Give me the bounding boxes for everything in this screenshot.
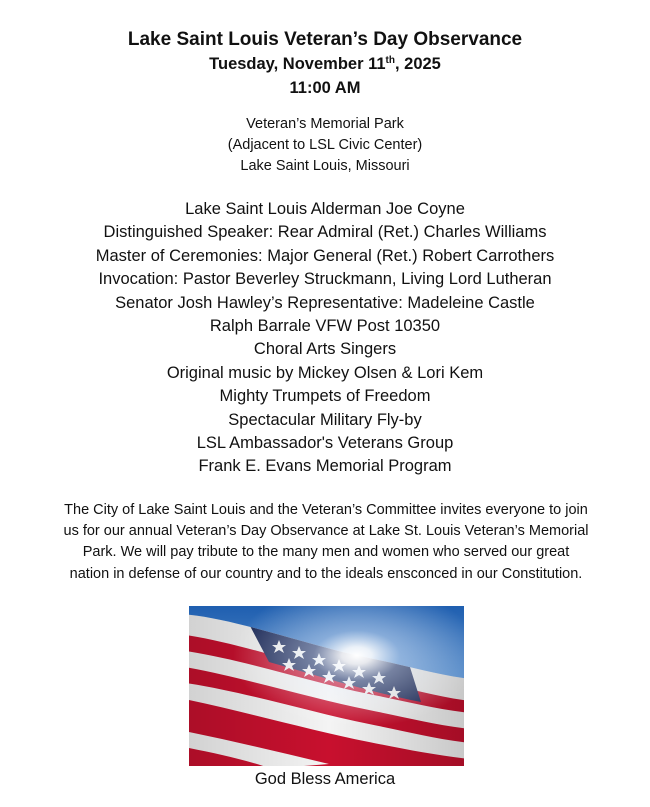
event-date-year: , 2025 (394, 55, 441, 73)
program-item: LSL Ambassador's Veterans Group (196, 433, 454, 452)
program-item: Master of Ceremonies: Major General (Ret.) Robert Carrothers (95, 246, 555, 265)
sun-glare (189, 606, 464, 766)
event-time: 11:00 AM (289, 79, 361, 97)
program-item: Original music by Mickey Olsen & Lori Kem (166, 363, 484, 382)
flag-photo-svg (189, 606, 464, 766)
event-date-prefix: Tuesday, November 11 (209, 55, 386, 73)
invitation-line: Park. We will pay tribute to the many men and women who served our great (82, 544, 570, 561)
venue-note: (Adjacent to LSL Civic Center) (227, 137, 423, 153)
venue-name: Veteran’s Memorial Park (246, 116, 404, 132)
program-item: Lake Saint Louis Alderman Joe Coyne (185, 200, 465, 218)
program-item: Invocation: Pastor Beverley Struckmann, Living Lord Lutheran (98, 270, 552, 289)
program-item: Frank E. Evans Memorial Program (198, 457, 452, 476)
program-item: Choral Arts Singers (253, 340, 397, 359)
program-item: Ralph Barrale VFW Post 10350 (209, 316, 441, 335)
program-list (0, 198, 650, 479)
program-item: Mighty Trumpets of Freedom (219, 387, 431, 406)
invitation-line: us for our annual Veteran’s Day Observance at Lake St. Louis Veteran’s Memorial (63, 523, 589, 540)
program-item: Senator Josh Hawley’s Representative: Madeleine Castle (115, 293, 535, 312)
program-item: Distinguished Speaker: Rear Admiral (Ret.) Charles Williams (103, 223, 547, 242)
event-date-suffix: th (385, 55, 395, 66)
program-item: Spectacular Military Fly-by (228, 410, 422, 429)
event-title: Lake Saint Louis Veteran’s Day Observance (127, 29, 523, 50)
venue-city: Lake Saint Louis, Missouri (240, 158, 410, 174)
invitation-line: nation in defense of our country and to the ideals ensconced in our Constitution. (69, 565, 583, 582)
image-caption: God Bless America (254, 770, 396, 788)
venue-block (0, 114, 650, 177)
event-date (0, 53, 650, 75)
american-flag-image (189, 606, 464, 766)
invitation-line: The City of Lake Saint Louis and the Veteran’s Committee invites everyone to join (64, 502, 588, 518)
invitation-paragraph (28, 500, 624, 585)
